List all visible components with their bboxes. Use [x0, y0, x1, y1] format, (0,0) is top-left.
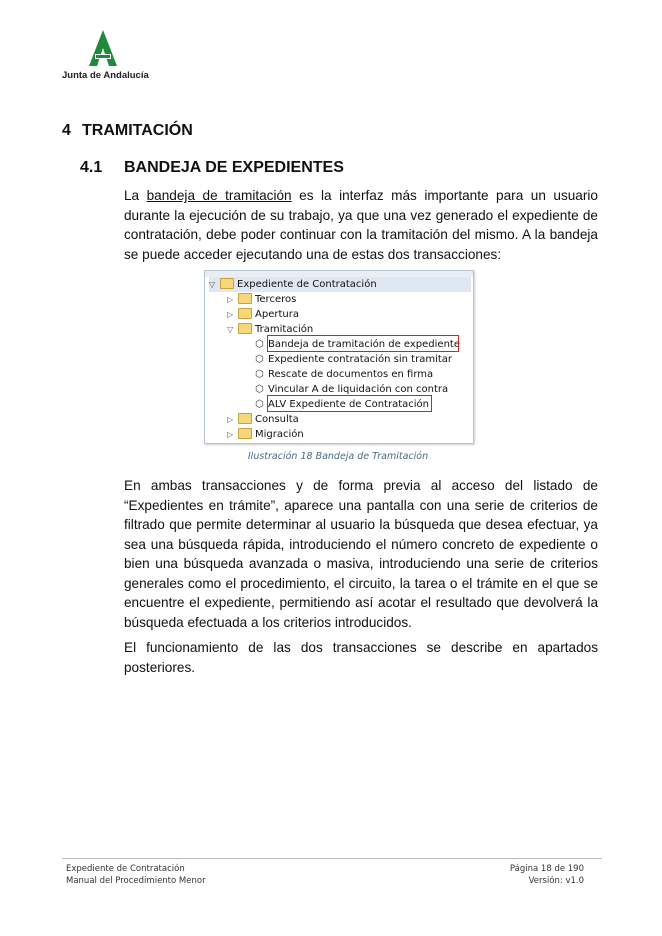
footer-right [510, 863, 584, 887]
subsection-number: 4.1 [80, 159, 103, 176]
collapsed-triangle-icon: ▷ [227, 430, 234, 439]
folder-open-icon [220, 278, 234, 289]
tree-transaction-label: Rescate de documentos en firma [268, 369, 434, 380]
section-number: 4 [62, 122, 71, 139]
footer-left [66, 863, 206, 887]
folder-icon [238, 428, 252, 439]
tree-folder-label: Migración [255, 429, 304, 440]
paragraph-filter-criteria: En ambas transacciones y de forma previa al acceso del listado de “Expedientes en trámite”, aparece una pantalla con una serie de criterios de filtrado que permite determinar al usuario la búsqueda que desea efectuar, ya sea una búsqueda rápida, introduciendo el número concreto de expediente o bien una búsqueda avanzada o masiva, introduciendo una serie de criterios generales como el procedimiento, el circuito, la tarea o el trámite en el que se encuentre el expediente, permitiendo así acotar el resultado que devolverá la búsqueda efectuada a los criterios introducidos. [124, 478, 598, 630]
section-heading [62, 122, 193, 140]
folder-icon [238, 413, 252, 424]
transaction-cube-icon: ⬡ [255, 369, 264, 380]
transaction-cube-icon: ⬡ [255, 339, 264, 350]
folder-open-icon [238, 323, 252, 334]
figure-caption: Ilustración 18 Bandeja de Tramitación [247, 451, 429, 462]
footer-doc-subtitle: Manual del Procedimiento Menor [66, 876, 206, 886]
subsection-heading [80, 159, 344, 177]
tree-folder-terceros[interactable] [227, 292, 296, 307]
folder-icon [238, 308, 252, 319]
junta-logo [60, 28, 150, 84]
tree-folder-label: Terceros [255, 294, 297, 305]
highlight-box-bandeja [267, 335, 459, 352]
transaction-cube-icon: ⬡ [255, 354, 264, 365]
tree-transaction-label: Vincular A de liquidación con contra [268, 384, 449, 395]
transaction-cube-icon: ⬡ [255, 384, 264, 395]
footer-version: Versión: v1.0 [528, 876, 584, 886]
transaction-tree-screenshot [204, 270, 474, 444]
tree-transaction-label: Expediente contratación sin tramitar [268, 354, 453, 365]
tree-folder-label: Tramitación [255, 324, 314, 335]
collapsed-triangle-icon: ▷ [227, 310, 234, 319]
tree-folder-apertura[interactable] [227, 307, 299, 322]
footer-doc-title: Expediente de Contratación [66, 864, 185, 874]
intro-paragraph [124, 186, 598, 264]
tree-folder-label: Apertura [255, 309, 299, 320]
subsection-title: BANDEJA DE EXPEDIENTES [124, 159, 344, 176]
paragraph-functioning: El funcionamiento de las dos transacciones se describe en apartados posteriores. [124, 640, 598, 675]
logo-text: Junta de Andalucía [62, 70, 149, 81]
tree-transaction-label: Bandeja de tramitación de expediente [268, 339, 460, 350]
tree-folder-label: Consulta [255, 414, 299, 425]
tree-root[interactable] [209, 277, 471, 292]
intro-text-after: es la interfaz más importante para un usuario durante la ejecución de su trabajo, ya que una vez generado el expediente de contratación, debe poder continuar con la tramitación del mismo. A la bandeja se puede acceder ejecutando una de estas dos transacciones: [124, 188, 598, 262]
folder-icon [238, 293, 252, 304]
tree-transaction-sin-tramitar[interactable] [255, 352, 452, 367]
tree-folder-consulta[interactable] [227, 412, 299, 427]
expanded-triangle-icon: ▽ [227, 325, 234, 334]
intro-text-before: La [124, 188, 147, 203]
tree-transaction-rescate[interactable] [255, 367, 433, 382]
highlight-box-alv [267, 395, 432, 412]
junta-logo-icon [83, 28, 123, 68]
intro-link: bandeja de tramitación [146, 188, 292, 203]
tree-folder-migracion[interactable] [227, 427, 304, 442]
collapsed-triangle-icon: ▷ [227, 295, 234, 304]
section-title: TRAMITACIÓN [82, 122, 193, 139]
footer-page-number: Página 18 de 190 [509, 864, 584, 874]
collapsed-triangle-icon: ▷ [227, 415, 234, 424]
expanded-triangle-icon: ▽ [209, 280, 216, 289]
transaction-cube-icon: ⬡ [255, 399, 264, 410]
tree-transaction-label: ALV Expediente de Contratación [268, 399, 429, 410]
footer-divider [62, 858, 602, 859]
tree-root-label: Expediente de Contratación [237, 279, 377, 290]
